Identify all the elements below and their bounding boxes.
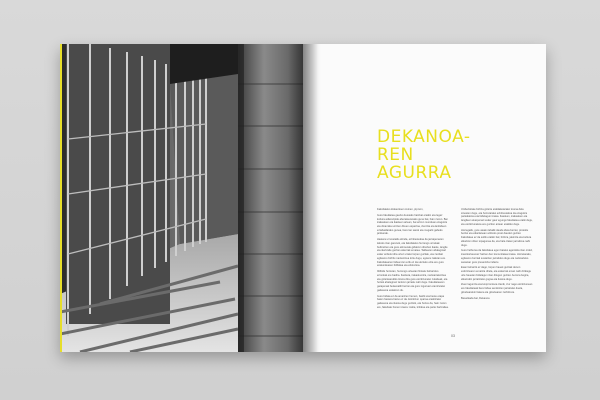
- yellow-page-edge: [60, 44, 62, 352]
- open-magazine: [60, 44, 546, 352]
- page-heading: [377, 128, 497, 182]
- paragraph: Fakultateko kideenkoen zeinen, pip kon,: [377, 208, 424, 211]
- page-gutter-shadow: [303, 44, 321, 352]
- paragraph: Ibilbide horretan, hurrengo urteetan finkatu beharreko erronkak ere badira. Ikerketa, irakaskuntza, nazioartekotzea eta gizartearekiko lotura dira gure etorkizuneko zutabeak, eta horiek ahaleginez lantzen jarraitu nahi dugu. Fakultatearen garapenak belaunaldi berriei eta gure inguruari erantzuteko gaitasuna eskatzen du.: [377, 270, 448, 292]
- heading-line-3: AGURRA: [377, 163, 452, 183]
- paragraph: Besarkada bat, Dekanoa: [461, 296, 490, 300]
- paragraph: Hasiera urrunetatik ekinda, ezinbestekoa da jarraipenaren lekuko izan garenok, eta fakultateko hurrengo urratsak bultzatzen eta gure ekimenak gidatzen dituzten ikasle, langile eta ikertzaile guztiei eskerrak ematea. Taldearen ahaleginari esker erdietsi dira urtez urteko lorpen guztiak, eta zenbait egitasmo bizirik mantentzea lortu dugu, egoera zailetan ere. Fakultatearen bidea izan ezik ez da ulertuko ezta ere gure erakundearen ibilbidea eta eboluzioa.: [377, 238, 448, 268]
- paragraph: Esan beharrik ez dago, lorpen hauek guztiak denon esfortzuaren emaitza direla, eta eskerrak eman nahi dizkiegu urte hauetan bidelagun izan ditugun guztiei. Aurrera begira, elkarrekin jarraitzeko gogoa eta ilusioa dugu.: [461, 266, 532, 281]
- heading-line-2: REN: [377, 145, 414, 165]
- left-page-photo: [60, 44, 303, 352]
- architecture-photo: [60, 44, 303, 352]
- paragraph: Zuen laguntza eta konpromisoa izanik, ziur nago etorkizunean ere fakultateak bere bidea sendotzen jarraituko duela, gizartearekin batera eta gizartearen zerbitzura.: [461, 283, 533, 294]
- body-column-left: [377, 208, 449, 312]
- paragraph: Gure fakultatea gaurko ikusteko hainbat eraikin eta legez kultura adierazpide aberatsenetako gune bat, hain zuzen. Bai irakasleen eta ikasleen artean, bai ertzen munduan ezagutza eta dinamika sortzen dituen espazioa, zientzia eta lanbideen eztabaidarako gunea, bere lan sarek eta mugarik gabeko jarduerak.: [377, 213, 448, 236]
- right-page-text: [303, 44, 546, 352]
- paragraph: Horregatik, gure ateak zabalik daude ideia berriei, proiektu berriei eta elkarlanean aritzeko prest dauden guztiei. Fakultatea ez da soilik eraikin bat; bizitza, jakintza eta kultura elkartzen diren topagunea da, eta hala izaten jarraitzea nahi dugu.: [461, 228, 532, 247]
- paragraph: Gure bidaia ez da amaitzen hemen, baizik eta beste etapa baten hasiera baino ez da. Etorkizun oparoa eraikitzeko gaitasuna eta ilusioa dugu guztiok, eta horixe da, hain zuzen ere, fakultate honen izaera: irekia, kritikoa eta parte hartzailea.: [377, 294, 449, 309]
- paragraph: Gure helburua da fakultatea egun bateko agertokia izan ordez, iraunkortasunez hazten den komunitatea izatea. Horretarako, egitasmo berriak sustatzen jarraituko dugu eta nazioarteko sareetan gure presentzia indartu.: [461, 249, 533, 264]
- page-number: 03: [451, 334, 455, 338]
- paragraph: Unibertsitate bizitza gizarte eraldaketarako tresna dela sinesten dugu, eta horretarako ezinbestekoa da ezagutza partekatzea eta bidelagun izatea. Ikasleen, irakasleen eta langileen ekarpenari esker gaur egungo fakultatea eraiki dugu, eta etorkizunekoa ere guztion artean eraikiko dugu.: [461, 208, 533, 226]
- heading-line-1: DEKANOA-: [377, 127, 471, 147]
- body-column-right: [461, 208, 533, 303]
